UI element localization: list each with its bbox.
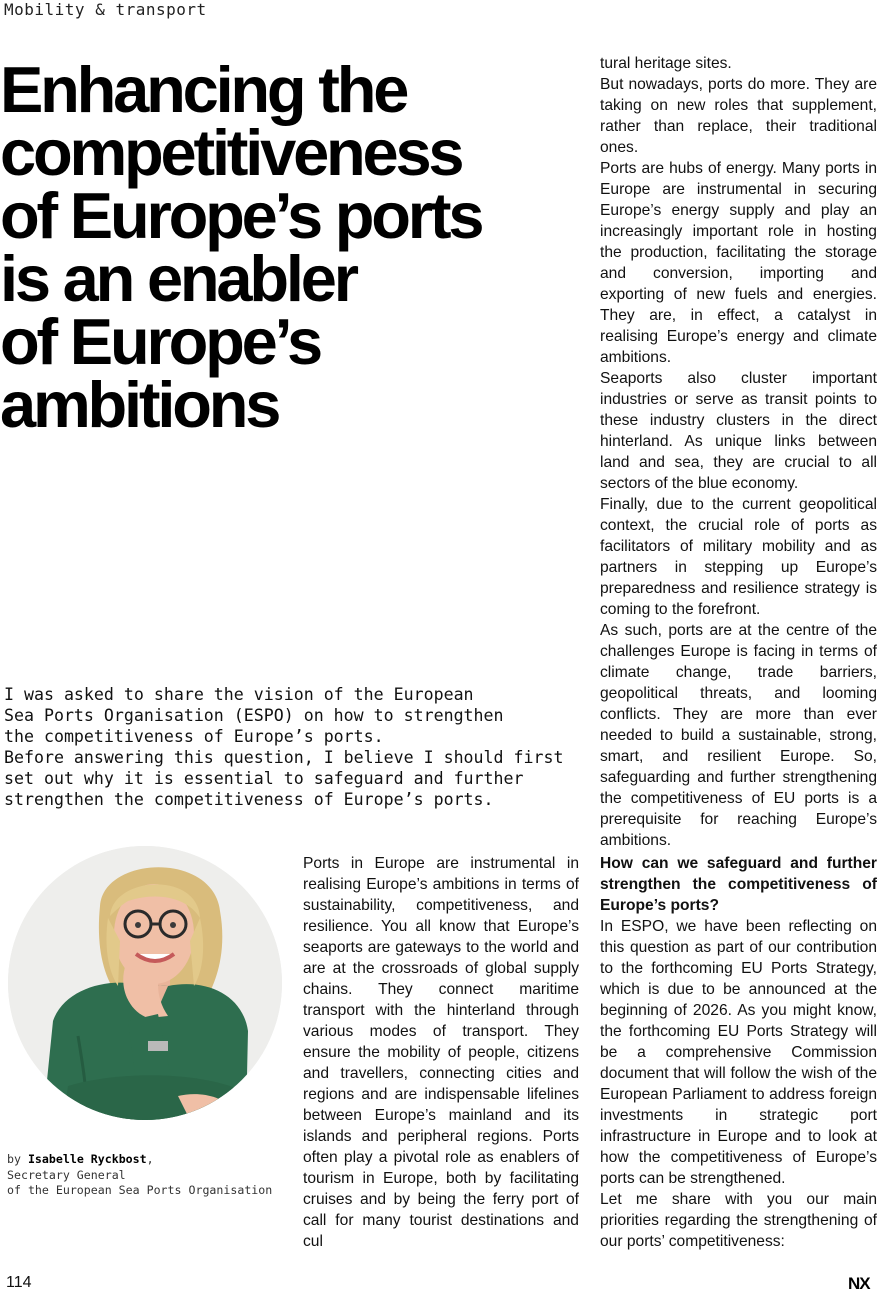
author-name: Isabelle Ryckbost — [27, 1152, 147, 1166]
body-paragraph: In ESPO, we have been reflecting on this question as part of our contribution to the forthcoming EU Ports Strategy, which is due to be announced at the beginning of 2026. As you might know, the forthcoming EU Ports Strategy will be a comprehensive Commission document that will follow the wish of the European Parliament to address foreign investments in strategic port infrastructure in Europe and to look at how the competitiveness of Europe’s ports can be strengthened. — [600, 918, 877, 1187]
body-paragraph: Ports in Europe are instrumental in realising Europe’s ambitions in terms of sustainability, competitiveness, and resilience. You all know that Europe’s seaports are gateways to the world and are at the crossroads of global supply chains. They connect maritime transport with the hinterland through various modes of transport. They ensure the mobility of people, citizens and travellers, connecting cities and regions and are indispensable lifelines between Europe’s mainland and its islands and peripheral regions. Ports often play a pivotal role as enablers of tourism in Europe, both by facilitating cruises and by being the ferry port of call for many tourist destinations and cul — [303, 855, 579, 1250]
author-caption — [7, 1152, 287, 1199]
author-role: Secretary General — [7, 1167, 126, 1182]
body-paragraph: Ports are hubs of energy. Many ports in Europe are instrumental in securing Europe’s energy supply and play an increasingly important role in hosting the production, facilitating the storage and conversion, importing and exporting of new fuels and energies. They are, in effect, a catalyst in realising Europe’s energy and climate ambitions. — [600, 160, 877, 366]
section-subheading: How can we safeguard and further strengthen the competitiveness of Europe’s ports? — [600, 855, 877, 914]
headline-line: is an enabler — [0, 242, 356, 315]
brand-logo: NX — [848, 1274, 870, 1293]
body-paragraph: As such, ports are at the centre of the challenges Europe is facing in terms of climate change, trade barriers, geopolitical threats, and looming conflicts. They are more than ever needed to build a sustainable, strong, smart, and resilient Europe. So, safeguarding and further strengthening the competitiveness of EU ports is a prerequisite for reaching Europe’s ambitions. — [600, 622, 877, 849]
body-paragraph: Let me share with you our main priorities regarding the strengthening of our ports’ competitiveness: — [600, 1191, 877, 1250]
article-headline — [0, 53, 560, 441]
headline-line: Enhancing the — [0, 53, 407, 126]
author-portrait — [8, 846, 282, 1120]
intro-line: Sea Ports Organisation (ESPO) on how to strengthen — [4, 706, 504, 725]
body-column-right-bottom — [600, 853, 877, 1252]
caption-comma: , — [146, 1152, 154, 1166]
intro-line: set out why it is essential to safeguard and further — [4, 769, 524, 788]
body-column-middle — [303, 853, 579, 1252]
caption-author-line — [7, 1152, 287, 1168]
intro-text — [4, 684, 584, 810]
body-paragraph: tural heritage sites. — [600, 55, 732, 72]
page-number: 114 — [6, 1274, 32, 1291]
body-paragraph: But nowadays, ports do more. They are taking on new roles that supplement, rather than replace, their traditional ones. — [600, 76, 877, 156]
author-portrait-illustration — [8, 846, 282, 1120]
intro-line: I was asked to share the vision of the European — [4, 685, 474, 704]
section-label: Mobility & transport — [4, 0, 207, 19]
author-organisation: of the European Sea Ports Organisation — [7, 1183, 273, 1197]
intro-line: Before answering this question, I believe I should first — [4, 748, 564, 767]
intro-line: strengthen the competitiveness of Europe’s ports. — [4, 790, 494, 809]
body-paragraph: Finally, due to the current geopolitical context, the crucial role of ports as facilitators of military mobility and as partners in stepping up Europe’s preparedness and resilience strategy is coming to the forefront. — [600, 496, 877, 618]
headline-line: competitiveness — [0, 116, 462, 189]
body-paragraph: Seaports also cluster important industries or serve as transit points to these industry clusters in the direct hinterland. As unique links between land and sea, they are crucial to all sectors of the blue economy. — [600, 370, 877, 492]
intro-line: the competitiveness of Europe’s ports. — [4, 727, 384, 746]
headline-line: ambitions — [0, 368, 279, 441]
body-column-right-top — [600, 53, 877, 851]
headline-line: of Europe’s ports — [0, 179, 482, 252]
headline-line: of Europe’s — [0, 305, 320, 378]
caption-by: by — [7, 1152, 21, 1166]
